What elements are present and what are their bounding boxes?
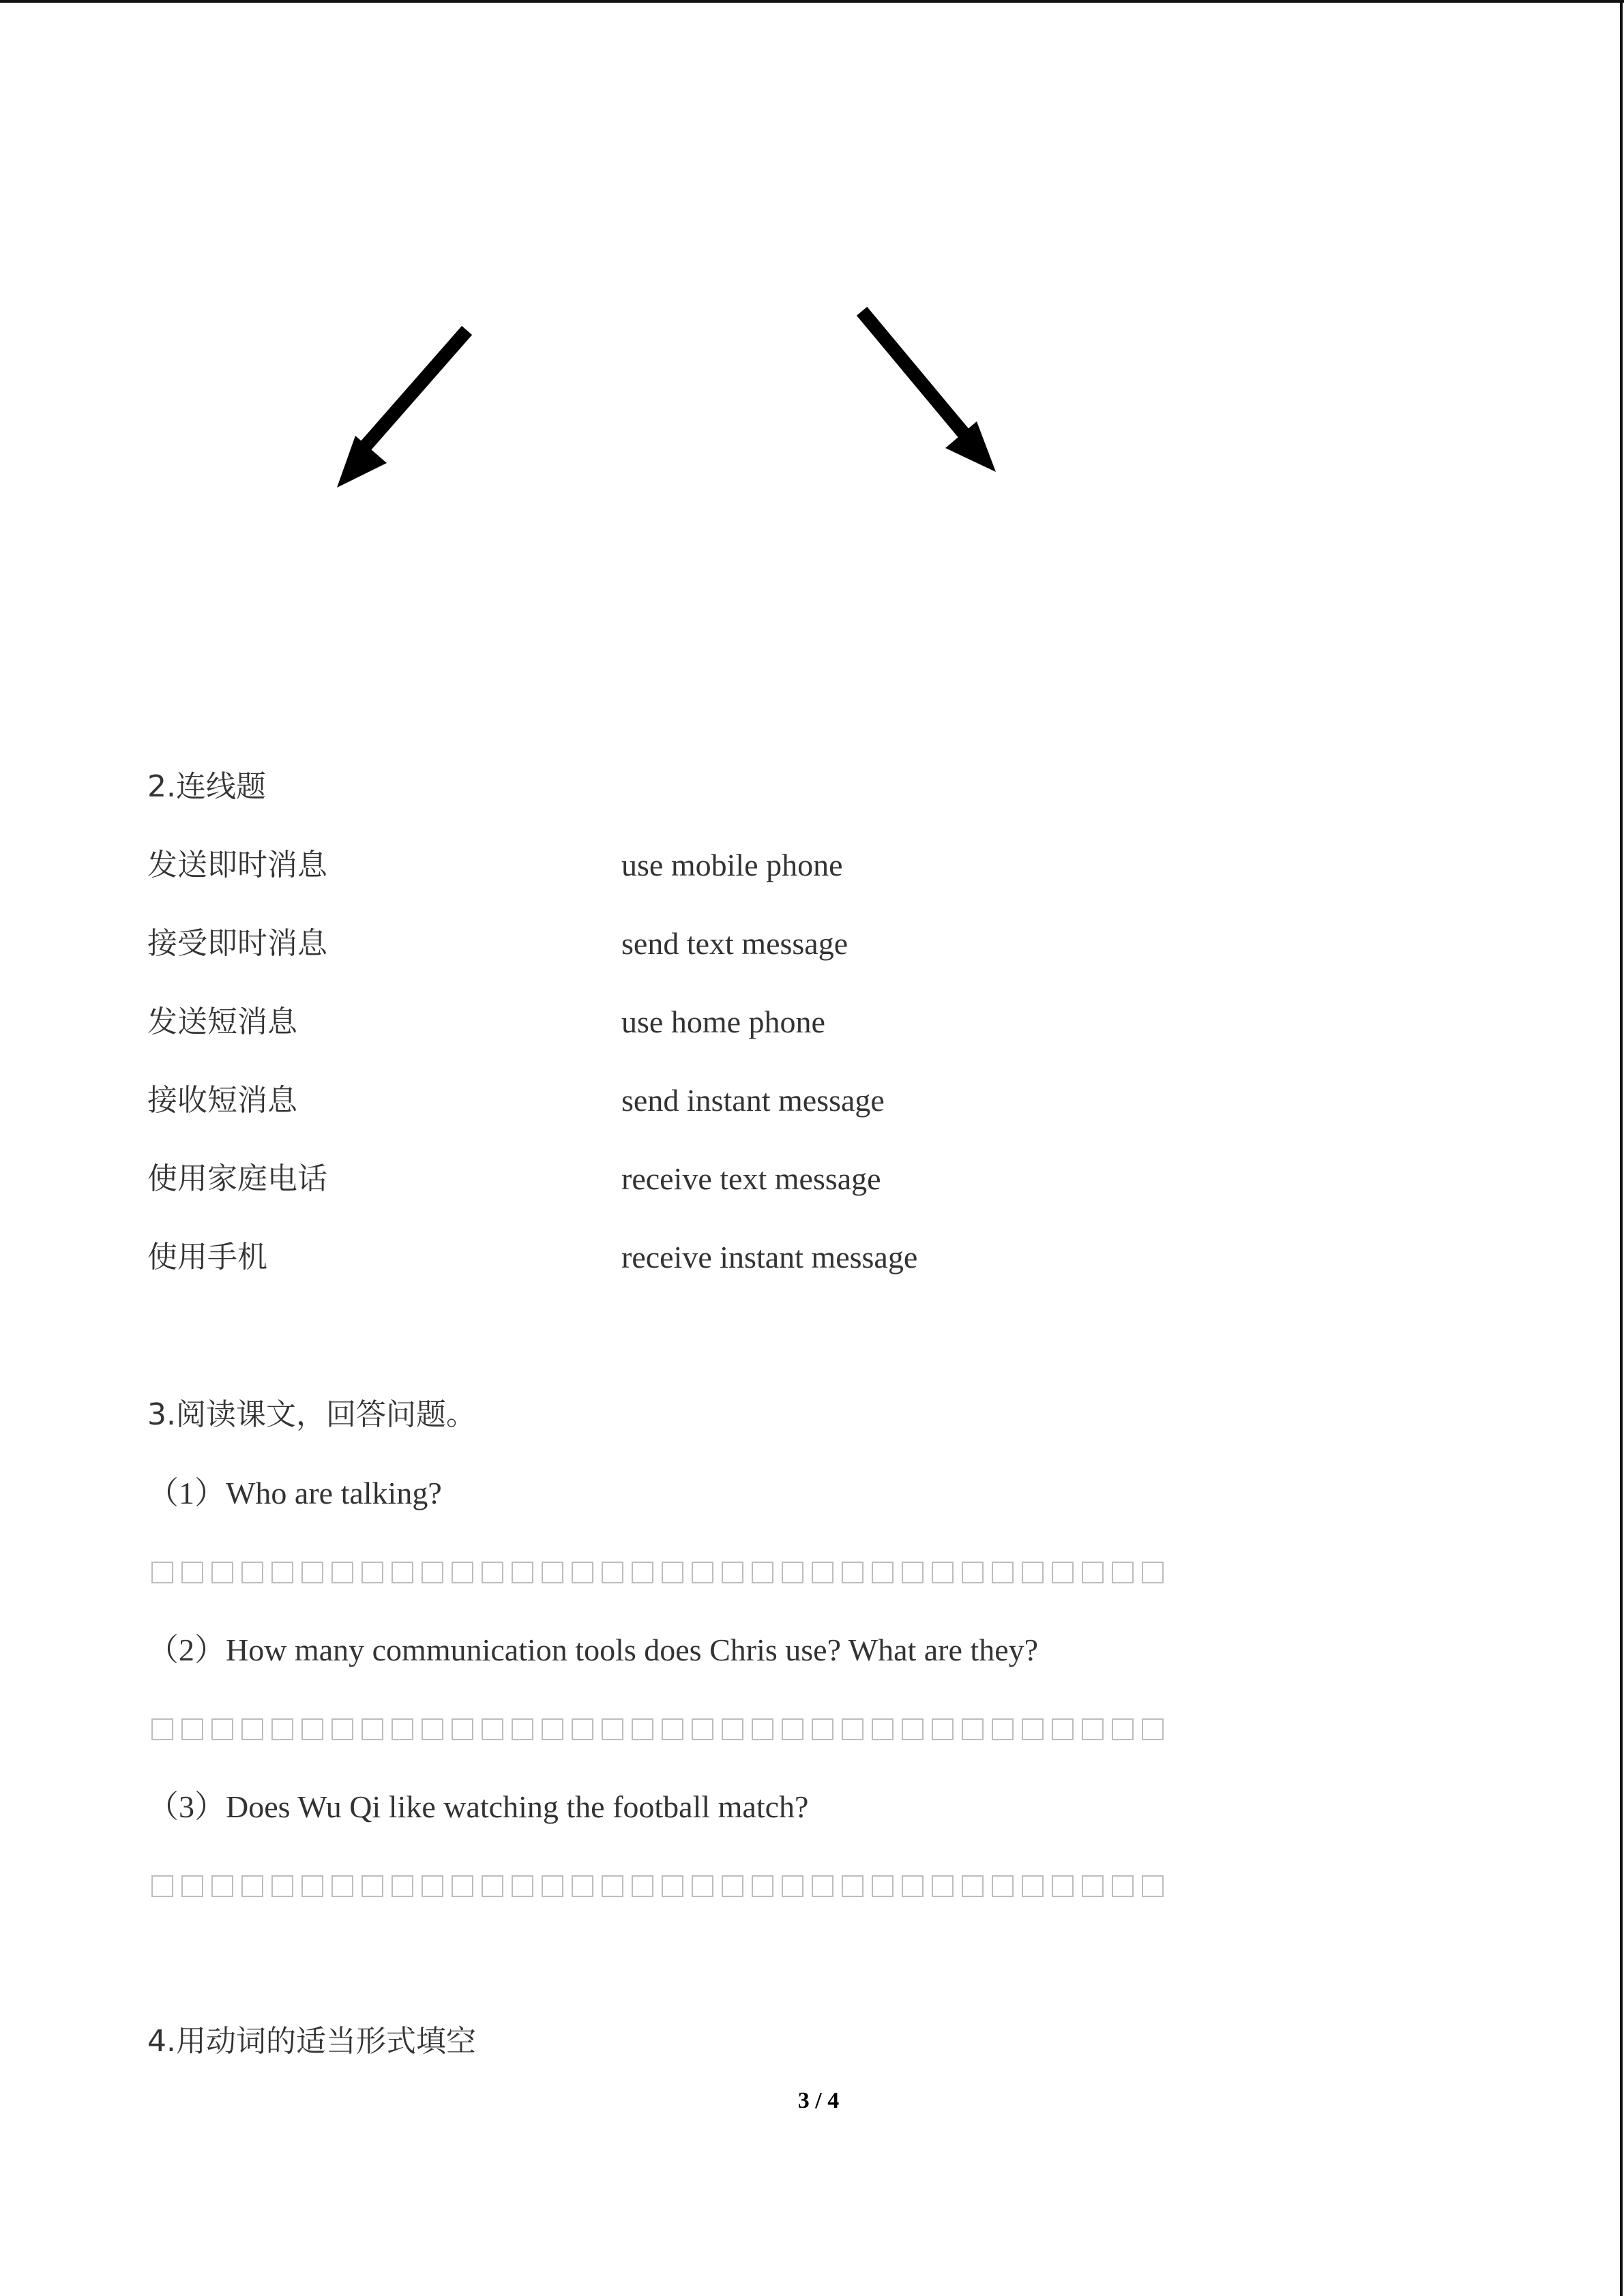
answer-line-2[interactable] bbox=[151, 1718, 1202, 1743]
match-left-item-3: 发送短消息 bbox=[147, 1004, 297, 1039]
match-right-item-5: receive text message bbox=[621, 1161, 881, 1196]
page-number: 3 / 4 bbox=[797, 2088, 840, 2113]
match-left-item-6: 使用手机 bbox=[147, 1240, 267, 1274]
question-3: （3）Does Wu Qi like watching the football match? bbox=[147, 1789, 809, 1824]
question-2: （2）How many communication tools does Chris use? What are they? bbox=[147, 1632, 1039, 1667]
match-right-item-6: receive instant message bbox=[621, 1240, 918, 1274]
match-left-item-1: 发送即时消息 bbox=[147, 848, 327, 882]
match-left-item-4: 接收短消息 bbox=[147, 1083, 297, 1118]
match-left-item-2: 接受即时消息 bbox=[147, 926, 327, 961]
answer-line-1[interactable] bbox=[151, 1562, 1202, 1586]
match-right-item-4: send instant message bbox=[621, 1083, 885, 1118]
section-2-title: 2.连线题 bbox=[147, 769, 266, 804]
match-right-item-1: use mobile phone bbox=[621, 848, 843, 882]
match-right-item-2: send text message bbox=[621, 926, 848, 961]
down-left-arrow-icon bbox=[337, 336, 462, 488]
match-right-item-3: use home phone bbox=[621, 1004, 825, 1039]
question-1: （1）Who are talking? bbox=[147, 1476, 442, 1510]
section-4-title: 4.用动词的适当形式填空 bbox=[147, 2024, 476, 2059]
match-left-item-5: 使用家庭电话 bbox=[147, 1161, 327, 1196]
section-3-title: 3.阅读课文，回答问题。 bbox=[147, 1397, 476, 1432]
diagram-arrows bbox=[0, 0, 1624, 546]
down-right-arrow-icon bbox=[866, 316, 996, 472]
answer-line-3[interactable] bbox=[151, 1875, 1202, 1900]
